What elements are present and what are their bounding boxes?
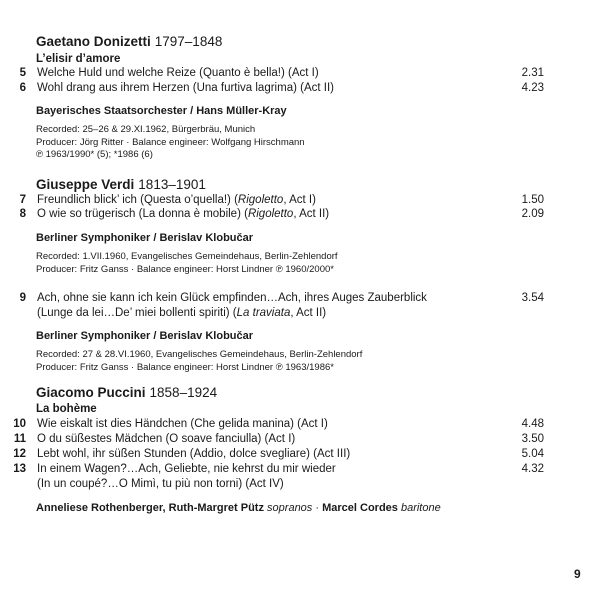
track-number: 13 (13, 463, 26, 475)
credit-line: Recorded: 25–26 & 29.XI.1962, Bürgerbräu, Munich (36, 124, 256, 135)
composer-years: 1797–1848 (154, 34, 223, 49)
composer-years: 1858–1924 (149, 385, 218, 400)
recording-credits (36, 349, 362, 374)
opera-title: Rigoletto (247, 208, 294, 220)
track-title: Wohl drang aus ihrem Herzen (Una furtiva lagrima) (Act II) (37, 82, 334, 94)
track-duration: 3.54 (521, 292, 544, 304)
credit-line: Recorded: 27 & 28.VI.1960, Evangelisches Gemeindehaus, Berlin-Zehlendorf (36, 349, 363, 360)
composer-name: Giuseppe Verdi (36, 177, 135, 192)
composer-heading-verdi (36, 177, 206, 192)
track-title: O du süßestes Mädchen (O soave fanciulla) (Act I) (37, 433, 296, 445)
track-number: 12 (13, 448, 26, 460)
track-title: (In un coupé?…O Mimì, tu più non torni) (Act IV) (37, 478, 284, 490)
page-number: 9 (574, 567, 581, 581)
track-number: 5 (19, 67, 26, 79)
credit-line: ℗ 1963/1990* (5); *1986 (6) (36, 149, 153, 160)
track-duration: 1.50 (521, 194, 544, 206)
opera-title: La traviata (236, 307, 291, 319)
track-duration: 4.23 (521, 82, 544, 94)
composer-name: Giacomo Puccini (36, 385, 146, 400)
composer-name: Gaetano Donizetti (36, 34, 151, 49)
track-duration: 4.32 (521, 463, 544, 475)
opera-title: Rigoletto (237, 194, 284, 206)
performers: Berliner Symphoniker / Berislav Klobučar (36, 330, 254, 342)
track-title: Welche Huld und welche Reize (Quanto è bella!) (Act I) (37, 67, 319, 79)
track-duration: 4.48 (521, 418, 544, 430)
track-number: 8 (19, 208, 26, 220)
track-title: Ach, ohne sie kann ich kein Glück empfinden…Ach, ihres Auges Zauberblick (37, 292, 427, 304)
soprano-role: sopranos (267, 502, 313, 514)
track-title: O wie so trügerisch (La donna è mobile) (Rigoletto, Act II) (37, 208, 330, 220)
track-number: 11 (13, 433, 26, 445)
credit-line: Producer: Fritz Ganss · Balance engineer: Horst Lindner ℗ 1960/2000* (36, 263, 334, 275)
credit-line: Producer: Fritz Ganss · Balance engineer: Horst Lindner ℗ 1963/1986* (36, 361, 334, 373)
composer-heading-puccini (36, 385, 217, 400)
track-duration: 5.04 (521, 448, 544, 460)
soprano-names: Anneliese Rothenberger, Ruth-Margret Pütz (36, 502, 264, 514)
separator: · (312, 502, 323, 514)
track-title: Lebt wohl, ihr süßen Stunden (Addio, dolce svegliare) (Act III) (37, 448, 351, 460)
composer-heading-donizetti (36, 34, 222, 49)
track-number: 7 (19, 194, 26, 206)
recording-credits (36, 251, 338, 276)
track-number: 6 (19, 82, 26, 94)
track-title: (Lunge da lei…De’ miei bollenti spiriti) (La traviata, Act II) (37, 307, 327, 319)
work-title: La bohème (36, 403, 97, 415)
credit-line: Recorded: 1.VII.1960, Evangelisches Gemeindehaus, Berlin-Zehlendorf (36, 251, 338, 262)
recording-credits (36, 124, 305, 162)
soloists (36, 502, 441, 514)
track-duration: 2.09 (521, 208, 544, 220)
composer-years: 1813–1901 (138, 177, 206, 192)
track-title: Freundlich blick’ ich (Questa o’quella!) (Rigoletto, Act I) (37, 194, 316, 206)
track-duration: 2.31 (521, 67, 544, 79)
baritone-role: baritone (400, 502, 441, 514)
credit-line: Producer: Jörg Ritter · Balance engineer: Wolfgang Hirschmann (36, 136, 305, 148)
baritone-name: Marcel Cordes (322, 502, 398, 514)
track-title: In einem Wagen?…Ach, Geliebte, nie kehrst du mir wieder (37, 463, 336, 475)
work-title: L’elisir d’amore (36, 53, 121, 65)
track-number: 10 (13, 418, 26, 430)
track-duration: 3.50 (521, 433, 544, 445)
track-number: 9 (19, 292, 26, 304)
performers: Bayerisches Staatsorchester / Hans Müller-Kray (36, 105, 287, 117)
track-title: Wie eiskalt ist dies Händchen (Che gelida manina) (Act I) (37, 418, 328, 430)
performers: Berliner Symphoniker / Berislav Klobučar (36, 232, 254, 244)
